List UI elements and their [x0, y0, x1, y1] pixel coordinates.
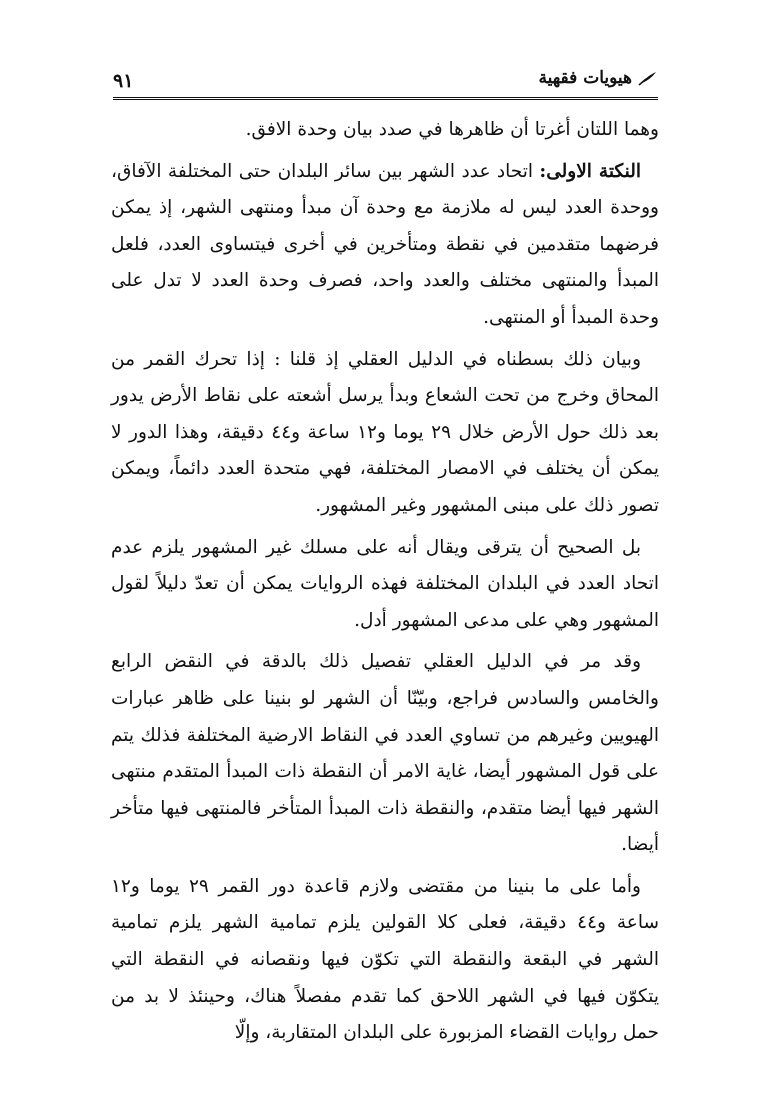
paragraph-text: وأما على ما بنينا من مقتضى ولازم قاعدة دور القمر ٢٩ يوما و١٢ ساعة و٤٤ دقيقة، فعلى كلا القولين يلزم تمامية الشهر يلزم تمامية الشهر في البقعة والنقطة التي تكوّن فيها ونقصانه في النقطة التي يتكوّن فيها في الشهر اللاحق كما تقدم مفصلاً هناك، وحينئذ لا بد من حمل روايات القضاء المزبورة على البلدان المتقاربة، وإلّا — [111, 875, 659, 1044]
paragraph-text: اتحاد عدد الشهر بين سائر البلدان حتى المختلفة الآفاق، ووحدة العدد ليس له ملازمة مع وحدة آن مبدأ ومنتهى الشهر، إذ يمكن فرضهما متقدمين في نقطة ومتأخرين في أخرى فيتساوى العدد، فلعل المبدأ والمنتهى مختلف والعدد واحد، فصرف وحدة العدد لا تدل على وحدة المبدأ أو المنتهى. — [111, 160, 659, 328]
page-header — [113, 66, 658, 100]
quill-icon — [638, 70, 658, 86]
paragraph — [111, 644, 659, 864]
paragraph-text: وهما اللتان أغرتا أن ظاهرها في صدد بيان وحدة الافق. — [245, 119, 659, 140]
paragraph-lead: النكتة الاولى: — [539, 160, 641, 182]
running-title: هيويات فقهية — [538, 68, 632, 88]
paragraph — [111, 112, 659, 149]
body-text — [111, 112, 659, 1057]
header-rule — [113, 97, 658, 100]
paragraph — [111, 154, 659, 337]
page-number: ٩١ — [113, 70, 134, 92]
running-title-group — [538, 68, 658, 88]
paragraph-text: وبيان ذلك بسطناه في الدليل العقلي إذ قلنا : إذا تحرك القمر من المحاق وخرج من تحت الشعاع وبدأ يرسل أشعته على نقاط الأرض يدور بعد ذلك حول الأرض خلال ٢٩ يوما و١٢ ساعة و٤٤ دقيقة، وهذا الدور لا يمكن أن يختلف في الامصار المختلفة، فهي متحدة العدد دائماً، ويمكن تصور ذلك على مبنى المشهور وغير المشهور. — [111, 348, 659, 516]
paragraph-text: بل الصحيح أن يترقى ويقال أنه على مسلك غير المشهور يلزم عدم اتحاد العدد في البلدان المختلفة فهذه الروايات يمكن أن تعدّ دليلاً لقول المشهور وهي على مدعى المشهور أدل. — [111, 536, 659, 631]
paragraph — [111, 530, 659, 640]
paragraph-text: وقد مر في الدليل العقلي تفصيل ذلك بالدقة في النقض الرابع والخامس والسادس فراجع، وبيّنّا أن الشهر لو بنينا على ظاهر عبارات الهيويين وغيرهم من تساوي العدد في النقاط الارضية المختلفة فذلك يتم على قول المشهور أيضا، غاية الامر أن النقطة ذات المبدأ المتقدم منتهى الشهر فيها أيضا متقدم، والنقطة ذات المبدأ المتأخر فالمنتهى فيها متأخر أيضا. — [111, 651, 659, 856]
paragraph — [111, 342, 659, 525]
paragraph — [111, 869, 659, 1052]
